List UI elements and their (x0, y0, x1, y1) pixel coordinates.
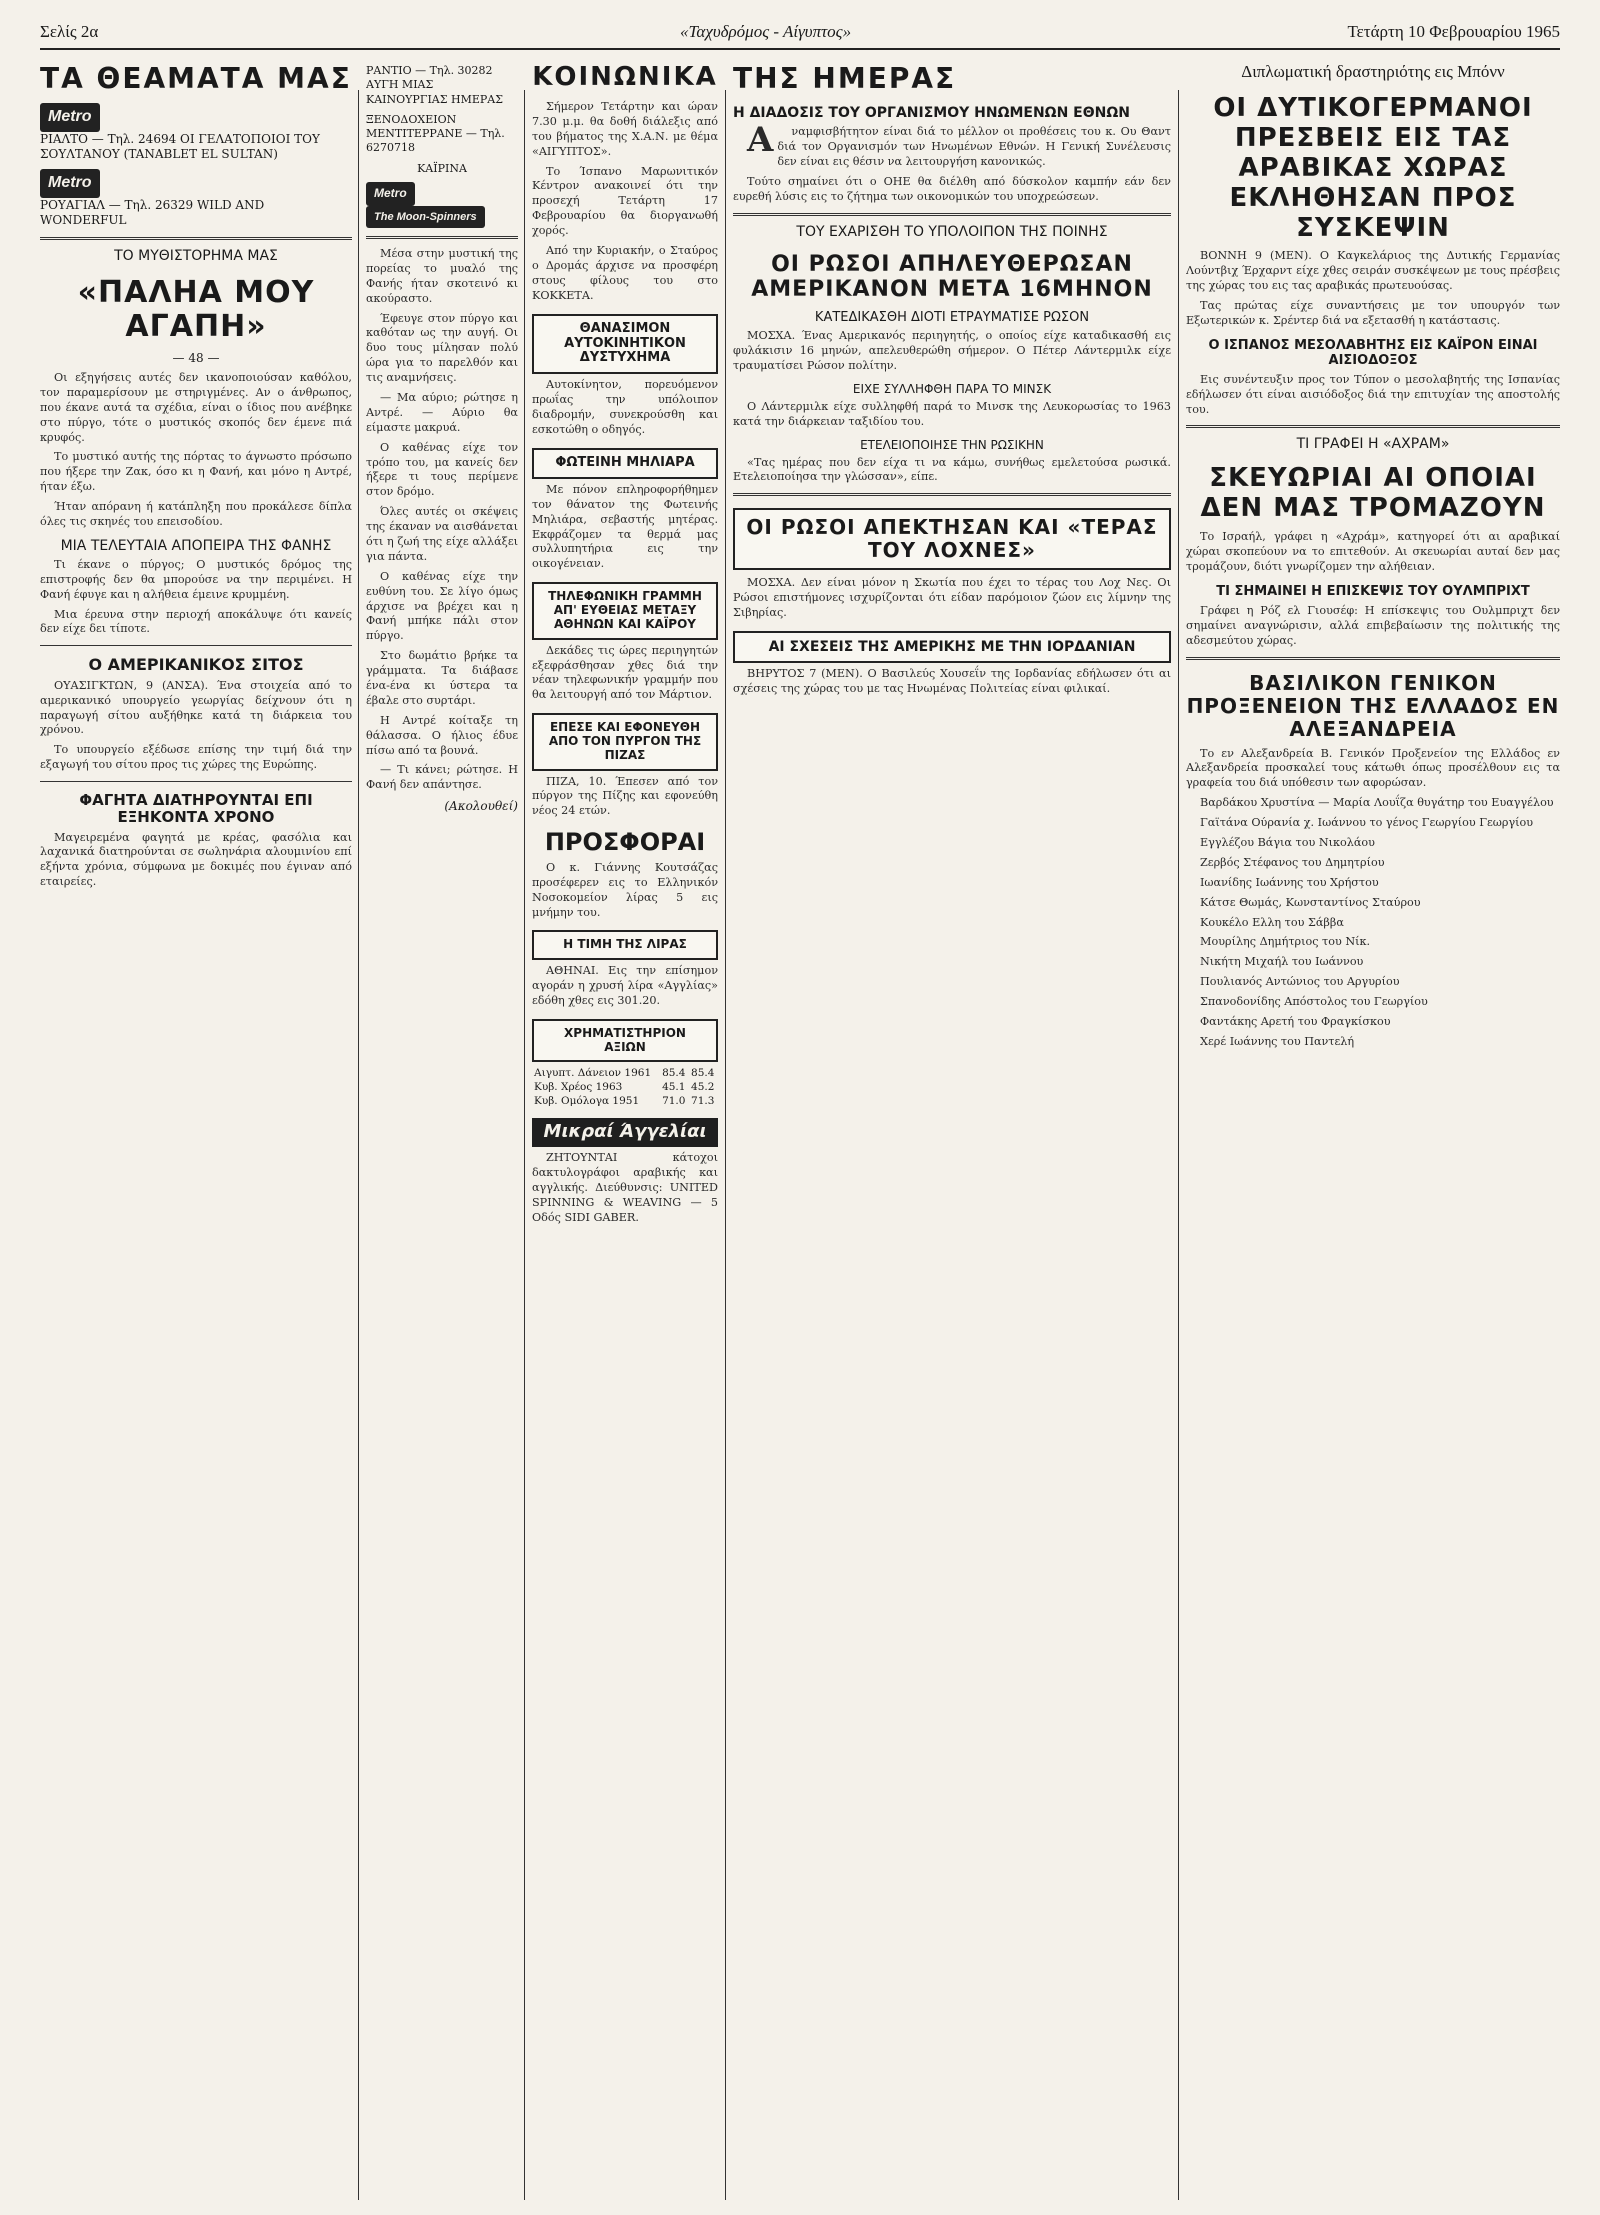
kairina-label: ΚΑΪΡΙΝΑ (417, 161, 467, 175)
subheading: ΕΤΕΛΕΙΟΠΟΙΗΣΕ ΤΗΝ ΡΩΣΙΚΗΝ (860, 437, 1044, 452)
column-divider (524, 90, 525, 2200)
table-cell: 71.3 (691, 1095, 715, 1108)
name-entry: Ιωανίδης Ιωάννης του Χρήστου (1200, 875, 1379, 889)
social-paragraph: Δεκάδες τις ώρες περιηγητών εξεφράσθησαν χθες διά την νέαν τηλεφωνικήν γραμμήν που θα λειτουργή από τον Μάρτιον. (532, 643, 718, 702)
divider (733, 493, 1171, 496)
serial-paragraph: Μέσα στην μυστική της πορείας το μυαλό της Φανής ήταν σκοτεινό κι ακούραστο. (366, 246, 518, 305)
metro-logo: Metro (40, 169, 100, 198)
serial-paragraph: Ο καθένας είχε την ευθύνη του. Σε λίγο όμως άρχισε να βρέχει και η Φανή μπήκε πάλι στον πύργο. (366, 569, 518, 643)
cinema-ad (366, 182, 518, 228)
divider (733, 213, 1171, 216)
article-paragraph: ΜΟΣΧΑ. Ένας Αμερικανός περιηγητής, ο οποίος είχε καταδικασθή εις φυλάκισιν 16 μηνών, απελευθερώθη σήμερον. Ο Πέτερ Λάντερμιλκ είχε τραυματίσει Ρώσον πολίτην. (733, 329, 1171, 372)
headline-food: ΦΑΓΗΤΑ ΔΙΑΤΗΡΟΥΝΤΑΙ ΕΠΙ ΕΞΗΚΟΝΤΑ ΧΡΟΝΟ (79, 791, 313, 827)
article-paragraph: ΜΟΣΧΑ. Δεν είναι μόνον η Σκωτία που έχει το τέρας του Λοχ Νες. Οι Ρώσοι επιστήμονες ισχυρίζονται ότι είδαν παρόμοιον ζώον εις λίμνην της Σιβηρίας. (733, 576, 1171, 620)
name-entry: Ζερβός Στέφανος του Δημητρίου (1200, 855, 1385, 869)
name-entry: Πουλιανός Αντώνιος του Αργυρίου (1200, 975, 1400, 989)
lead-headline: Η ΔΙΑΔΟΣΙΣ ΤΟΥ ΟΡΓΑΝΙΣΜΟΥ ΗΝΩΜΕΝΩΝ ΕΘΝΩΝ (733, 105, 1130, 121)
article-paragraph: Το μυστικό αυτής της πόρτας το άγνωστο πρόσωπο που ήξερε την Ζακ, όσο κι η Φανή, και μόνο η Αντρέ, ήταν έξω. (40, 450, 352, 494)
social-paragraph: Ο κ. Γιάννης Κουτσάζας προσέφερεν εις το Ελληνικόν Νοσοκομείον λίρας 5 εις μνήμην του. (532, 860, 718, 919)
cinema-ad (40, 169, 352, 229)
article-paragraph: Ο Λάντερμιλκ είχε συλληφθή παρά το Μινσκ της Λευκορωσίας το 1963 κατά την διάρκειαν ταξιδίου του. (733, 399, 1171, 428)
name-entry: Εγγλέζου Βάγια του Νικολάου (1200, 835, 1375, 849)
subheadline: ΚΑΤΕΔΙΚΑΣΘΗ ΔΙΟΤΙ ΕΤΡΑΥΜΑΤΙΣΕ ΡΩΣΟΝ (814, 310, 1090, 326)
subheadline: Ο ΙΣΠΑΝΟΣ ΜΕΣΟΛΑΒΗΤΗΣ ΕΙΣ ΚΑΪΡΟΝ ΕΙΝΑΙ ΑΙΣΙΟΔΟΞΟΣ (1208, 337, 1538, 368)
serial-paragraph: — Τι κάνει; ρώτησε. Η Φανή δεν απάντησε. (366, 763, 518, 792)
masthead (40, 18, 1560, 44)
column-divider (725, 90, 726, 2200)
article-paragraph: Το υπουργείο εξέδωσε επίσης την τιμή διά την εξαγωγή του σίτου προς τις χώρες της Ευρώπης. (40, 743, 352, 772)
kicker: Διπλωματική δραστηριότης εις Μπόνν (1241, 62, 1505, 81)
table-row (532, 1080, 718, 1094)
name-entry: Κάτσε Θωμάς, Κωνσταντίνος Σταύρου (1200, 895, 1421, 909)
serial-paragraph: Η Αντρέ κοίταξε τη θάλασσα. Ο ήλιος έδυε πίσω από τα βουνά. (366, 713, 518, 757)
article-paragraph: Μια έρευνα στην περιοχή αποκάλυψε ότι κανείς δεν είχε δει τίποτε. (40, 607, 352, 636)
table-row (532, 1094, 718, 1108)
newspaper-name: «Ταχυδρόμος - Αίγυπτος» (680, 22, 852, 41)
headline-phone-line: ΤΗΛΕΦΩΝΙΚΗ ΓΡΑΜΜΗ ΑΠ' ΕΥΘΕΙΑΣ ΜΕΤΑΞΥ ΑΘΗΝΩΝ ΚΑΙ ΚΑΪΡΟΥ (532, 582, 718, 639)
social-paragraph: Από την Κυριακήν, ο Σταύρος ο Δρομάς άρχισε να προσφέρη στους φίλους του στο ΚΟΚΚΕΤΑ. (532, 244, 718, 302)
section-title-theaters: ΤΑ ΘΕΑΜΑΤΑ ΜΑΣ (40, 62, 352, 95)
headline-small-ads: Μικραί Άγγελίαι (532, 1118, 718, 1147)
serial-paragraph: Στο δωμάτιο βρήκε τα γράμματα. Τα διάβασε ένα-ένα κι ύστερα τα έβαλε στο συρτάρι. (366, 649, 518, 707)
table-cell: 71.0 (662, 1095, 686, 1108)
headline-accident: ΘΑΝΑΣΙΜΟΝ ΑΥΤΟΚΙΝΗΤΙΚΟΝ ΔΥΣΤΥΧΗΜΑ (532, 314, 718, 375)
article-paragraph: Ήταν απόρανη ή κατάπληξη που προκάλεσε δίπλα όλες τις σκηνές του επεισοδίου. (40, 500, 352, 528)
name-entry: Μουρίλης Δημήτριος του Νίκ. (1200, 935, 1371, 949)
article-paragraph: Το εν Αλεξανδρεία Β. Γενικόν Προξενείον της Ελλάδος εν Αλεξανδρεία προσκαλεί τους κάτωθι όπως προσέλθουν εις τα γραφεία του διά υπόθεσιν των αφορώσαν. (1186, 746, 1560, 790)
social-paragraph: Σήμερον Τετάρτην και ώραν 7.30 μ.μ. θα δοθή διάλεξις από του βήματος της Χ.Α.Ν. με θέμα «ΑΙΓΥΠΤΟΣ». (532, 100, 718, 158)
column-social (532, 58, 718, 2203)
table-cell: 45.1 (662, 1081, 686, 1094)
headline-obituary: ΦΩΤΕΙΝΗ ΜΗΛΙΑΡΑ (532, 448, 718, 479)
column-divider (1178, 90, 1179, 2200)
column-serial-continued (366, 58, 518, 2203)
headline-loch-ness: ΟΙ ΡΩΣΟΙ ΑΠΕΚΤΗΣΑΝ ΚΑΙ «ΤΕΡΑΣ ΤΟΥ ΛΟΧΝΕΣ» (733, 508, 1171, 570)
table-cell: Αιγυπτ. Δάνειον 1961 (534, 1067, 652, 1080)
headline-german-ambassadors: ΟΙ ΔΥΤΙΚΟΓΕΡΜΑΝΟΙ ΠΡΕΣΒΕΙΣ ΕΙΣ ΤΑΣ ΑΡΑΒΙΚΑΣ ΧΩΡΑΣ ΕΚΛΗΘΗΣΑΝ ΠΡΟΣ ΣΥΣΚΕΨΙΝ (1213, 93, 1533, 243)
column-of-the-day (733, 58, 1171, 2203)
table-cell: Κυβ. Ομόλογα 1951 (534, 1095, 640, 1108)
cinema-listing: ΡΟΥΑΓΙΑΛ — Τηλ. 26329 WILD AND WONDERFUL (40, 197, 265, 228)
serial-label: ΤΟ ΜΥΘΙΣΤΟΡΗΜΑ ΜΑΣ (114, 247, 278, 264)
metro-logo: Metro (40, 103, 100, 132)
table-cell: 85.4 (662, 1067, 686, 1080)
headline-offers: ΠΡΟΣΦΟΡΑΙ (544, 828, 706, 857)
kicker: ΤΟΥ ΕΧΑΡΙΣΘΗ ΤΟ ΥΠΟΛΟΙΠΟΝ ΤΗΣ ΠΟΙΝΗΣ (796, 223, 1108, 240)
subheading: ΜΙΑ ΤΕΛΕΥΤΑΙΑ ΑΠΟΠΕΙΡΑ ΤΗΣ ΦΑΝΗΣ (60, 537, 332, 554)
hotel-ad: ΞΕΝΟΔΟΧΕΙΟΝ ΜΕΝΤΙΤΕΡΡΑΝΕ — Τηλ. 6270718 (366, 112, 505, 155)
name-entry: Γαϊτάνα Ούρανία χ. Ιωάννου το γένος Γεωργίου Γεωργίου (1200, 816, 1534, 830)
social-paragraph: ΑΘΗΝΑΙ. Εις την επίσημον αγοράν η χρυσή λίρα «Αγγλίας» εδόθη χθες εις 301.20. (532, 964, 718, 1007)
serial-paragraph: Ο καθένας είχε τον τρόπο του, μα κανείς δεν ήξερε τι τους περίμενε στον δρόμο. (366, 440, 518, 499)
headline-stock: ΧΡΗΜΑΤΙΣΤΗΡΙΟΝ ΑΞΙΩΝ (532, 1019, 718, 1063)
serial-paragraph: Όλες αυτές οι σκέψεις της έκαναν να αισθάνεται ότι η ζωή της είχε αλλάξει για πάντα. (366, 505, 518, 563)
headline-pisa: ΕΠΕΣΕ ΚΑΙ ΕΦΟΝΕΥΘΗ ΑΠΟ ΤΟΝ ΠΥΡΓΟΝ ΤΗΣ ΠΙΖΑΣ (532, 713, 718, 770)
serial-title: «ΠΑΛΗΑ ΜΟΥ ΑΓΑΠΗ» (77, 274, 315, 345)
article-paragraph: Τι έκανε ο πύργος; Ο μυστικός δρόμος της επιστροφής δεν θα μπορούσε να την περιμένει. Η Φανή έφυγε και η αλήθεια έμεινε κρυμμένη. (40, 557, 352, 601)
cinema-listing: ΡΑΝΤΙΟ — Τηλ. 30282 ΑΥΓΗ ΜΙΑΣ ΚΑΙΝΟΥΡΓΙΑΣ ΗΜΕΡΑΣ (366, 64, 504, 106)
headline-jordan: ΑΙ ΣΧΕΣΕΙΣ ΤΗΣ ΑΜΕΡΙΚΗΣ ΜΕ ΤΗΝ ΙΟΡΔΑΝΙΑΝ (733, 631, 1171, 663)
issue-date: Τετάρτη 10 Φεβρουαρίου 1965 (1347, 22, 1560, 41)
column-theaters (40, 58, 352, 2203)
article-paragraph: «Τας ημέρας που δεν είχα τι να κάμω, συνήθως εμελετούσα ρωσικά. Ετελειοποίησα την γλώσσαν», είπε. (733, 455, 1171, 484)
name-entry: Νικήτη Μιχαήλ του Ιωάννου (1200, 955, 1364, 969)
page-label: Σελίς 2α (40, 22, 99, 41)
social-paragraph: Αυτοκίνητον, πορευόμενον πρωΐας την υπόλοιπον διαδρομήν, συνεκρούσθη και εσκοτώθη ο οδηγός. (532, 378, 718, 437)
stock-table (532, 1066, 718, 1108)
lead-paragraph: Αναμφισβήτητον είναι διά το μέλλον οι προθέσεις του κ. Ου Θαντ διά τον Οργανισμόν των Ηνωμένων Εθνών. Η Γενική Συνέλευσις δεν είναι εις θέσιν να λειτουργήση κανονικώς. (747, 120, 1171, 168)
headline-wheat: Ο ΑΜΕΡΙΚΑΝΙΚΟΣ ΣΙΤΟΣ (88, 655, 304, 675)
article-paragraph: Μαγειρεμένα φαγητά με κρέας, φασόλια και λαχανικά διατηρούνται σε σωληνάρια αλουμινίου επί εξήντα χρόνια, σύμφωνα με δοκιμές που έγιναν από εταιρείες. (40, 830, 352, 889)
headline-russians-release: ΟΙ ΡΩΣΟΙ ΑΠΗΛΕΥΘΕΡΩΣΑΝ ΑΜΕΡΙΚΑΝΟΝ ΜΕΤΑ 16ΜΗΝΟΝ (751, 251, 1153, 302)
metro-logo: Metro (366, 182, 415, 206)
article-paragraph: Οι εξηγήσεις αυτές δεν ικανοποιούσαν καθόλου, τον παραμερίσουν με στηριγμένες. Αν ο άνθρωπος, που έκανε αυτά τα σχέδια, είναι ο ίδιος που ανέβηκε στο πύργο, τότε ο μυστικός σκοπός δεν έμενε πιά κρυφός. (40, 370, 352, 444)
article-paragraph: ΒΟΝΝΗ 9 (ΜΕΝ). Ο Καγκελάριος της Δυτικής Γερμανίας Λούντβιχ Έρχαρντ είχε χθες σειράν συσκέψεων με τους πρέσβεις της χώρας του εις τας αραβικάς πρωτευούσας. (1186, 249, 1560, 293)
serial-paragraph: — Μα αύριο; ρώτησε η Αντρέ. — Αύριο θα είμαστε μακρυά. (366, 390, 518, 434)
article-paragraph: Γράφει η Ρόζ ελ Γιουσέφ: Η επίσκεψις του Ουλμπριχτ δεν σημαίνει αναγνώρισιν, αλλά επιβεβαίωσιν της πολιτικής της αδεσμεύτου χώρας. (1186, 603, 1560, 647)
cinema-listing: ΡΙΑΛΤΟ — Τηλ. 24694 ΟΙ ΓΕΛΑΤΟΠΟΙΟΙ ΤΟΥ ΣΟΥΛΤΑΝΟΥ (TANABLET EL SULTAN) (40, 131, 320, 162)
social-paragraph: ΠΙΖΑ, 10. Έπεσεν από τον πύργον της Πίζης και εφονεύθη νέος 24 ετών. (532, 774, 718, 818)
masthead-rule (40, 48, 1560, 50)
name-entry: Βαρδάκου Χρυστίνα — Μαρία Λουΐζα θυγάτηρ του Ευαγγέλου (1200, 796, 1554, 810)
cinema-ad (40, 103, 352, 163)
subheadline: ΤΙ ΣΗΜΑΙΝΕΙ Η ΕΠΙΣΚΕΨΙΣ ΤΟΥ ΟΥΛΜΠΡΙΧΤ (1216, 583, 1530, 599)
divider (40, 237, 352, 240)
divider (366, 236, 518, 239)
name-entry: Κουκέλο Ελλη του Σάββα (1200, 915, 1344, 929)
lead-paragraph: Τούτο σημαίνει ότι ο ΟΗΕ θα διέλθη από δύσκολον καμπήν εάν δεν ευρεθή λύσις εις το ζήτημα των οικονομικών του υποχρεώσεων. (733, 174, 1171, 203)
headline-schemes: ΣΚΕΥΩΡΙΑΙ ΑΙ ΟΠΟΙΑΙ ΔΕΝ ΜΑΣ ΤΡΟΜΑΖΟΥΝ (1200, 463, 1546, 524)
table-cell: 85.4 (691, 1067, 715, 1080)
divider (1186, 425, 1560, 428)
column-divider (358, 90, 359, 2200)
table-cell: Κυβ. Χρέος 1963 (534, 1081, 623, 1094)
section-title-social: ΚΟΙΝΩΝΙΚΑ (532, 62, 718, 92)
divider (40, 781, 352, 782)
article-paragraph: ΟΥΑΣΙΓΚΤΩΝ, 9 (ΑΝΣΑ). Ένα στοιχεία από το αμερικανικό υπουργείο γεωργίας δείχνουν ότι η παραγωγή σίτου αυξήθηκε κατά τη διάρκεια του χρόνου. (40, 678, 352, 737)
article-paragraph: Εις συνέντευξιν προς τον Τύπον ο μεσολαβητής της Ισπανίας εδήλωσεν ότι είναι αισιόδοξος διά την επιτυχίαν της αποστολής του. (1186, 372, 1560, 416)
article-paragraph: Τας πρώτας είχε συναντήσεις με τον υπουργόν των Εξωτερικών κ. Σρέντερ διά να εξετασθή η κατάστασις. (1186, 299, 1560, 328)
divider (40, 645, 352, 646)
name-entry: Χερέ Ιωάννης του Παντελή (1200, 1034, 1355, 1048)
name-entry: Φαντάκης Αρετή του Φραγκίσκου (1200, 1014, 1391, 1028)
social-paragraph: Το Ίσπανο Μαρωνιτικόν Κέντρον ανακοινεί ότι την προσεχή Τετάρτη 17 Φεβρουαρίου θα διοργανωθή χορός. (532, 164, 718, 238)
article-paragraph: Το Ισραήλ, γράφει η «Αχράμ», κατηγορεί ότι αι αραβικαί χώραι σκοπεύουν να το επιτεθούν. Αι σκευωρίαι αυταί δεν μας τρομάζουν, διότι γνωρίζομεν την αλήθειαν. (1186, 530, 1560, 574)
continued-note: (Ακολουθεί) (444, 799, 518, 814)
kicker: ΤΙ ΓΡΑΦΕΙ Η «ΑΧΡΑΜ» (1296, 436, 1450, 453)
column-diplomacy (1186, 58, 1560, 2203)
serial-paragraph: Έφευγε στον πύργο και καθόταν ως την αυγή. Οι δυο τους μίλησαν πολύ ώρα για το παρελθόν και τις αναμνήσεις. (366, 311, 518, 385)
headline-consulate: ΒΑΣΙΛΙΚΟΝ ΓΕΝΙΚΟΝ ΠΡΟΞΕΝΕΙΟΝ ΤΗΣ ΕΛΛΑΔΟΣ ΕΝ ΑΛΕΞΑΝΔΡΕΙΑ (1186, 670, 1560, 741)
table-cell: 45.2 (691, 1081, 715, 1094)
section-title-day: ΤΗΣ ΗΜΕΡΑΣ (733, 62, 957, 95)
divider (1186, 657, 1560, 660)
social-paragraph: Με πόνον επληροφορήθημεν τον θάνατον της Φωτεινής Μηλιάρα, σεβαστής μητέρας. Εκφράζομεν τα θερμά μας συλλυπητήρια εις την οικογένειαν. (532, 482, 718, 571)
social-paragraph: ΖΗΤΟΥΝΤΑΙ κάτοχοι δακτυλογράφοι αραβικής και αγγλικής. Διεύθυνσις: UNITED SPINNING & WEAVING — 5 Οδός SIDI GABER. (532, 1151, 718, 1224)
name-entry: Σπανοδονίδης Απόστολος του Γεωργίου (1200, 995, 1428, 1009)
headline-pound: Η ΤΙΜΗ ΤΗΣ ΛΙΡΑΣ (532, 930, 718, 960)
serial-number: — 48 — (172, 350, 220, 365)
table-row (532, 1066, 718, 1080)
article-paragraph: ΒΗΡΥΤΟΣ 7 (ΜΕΝ). Ο Βασιλεύς Χουσεΐν της Ιορδανίας εδήλωσεν ότι αι σχέσεις της χώρας του με τας Ηνωμένας Πολιτείας είναι φιλικαί. (733, 667, 1171, 696)
subheading: ΕΙΧΕ ΣΥΛΛΗΦΘΗ ΠΑΡΑ ΤΟ ΜΙΝΣΚ (852, 381, 1052, 396)
moon-spinners-logo: The Moon-Spinners (366, 206, 485, 228)
